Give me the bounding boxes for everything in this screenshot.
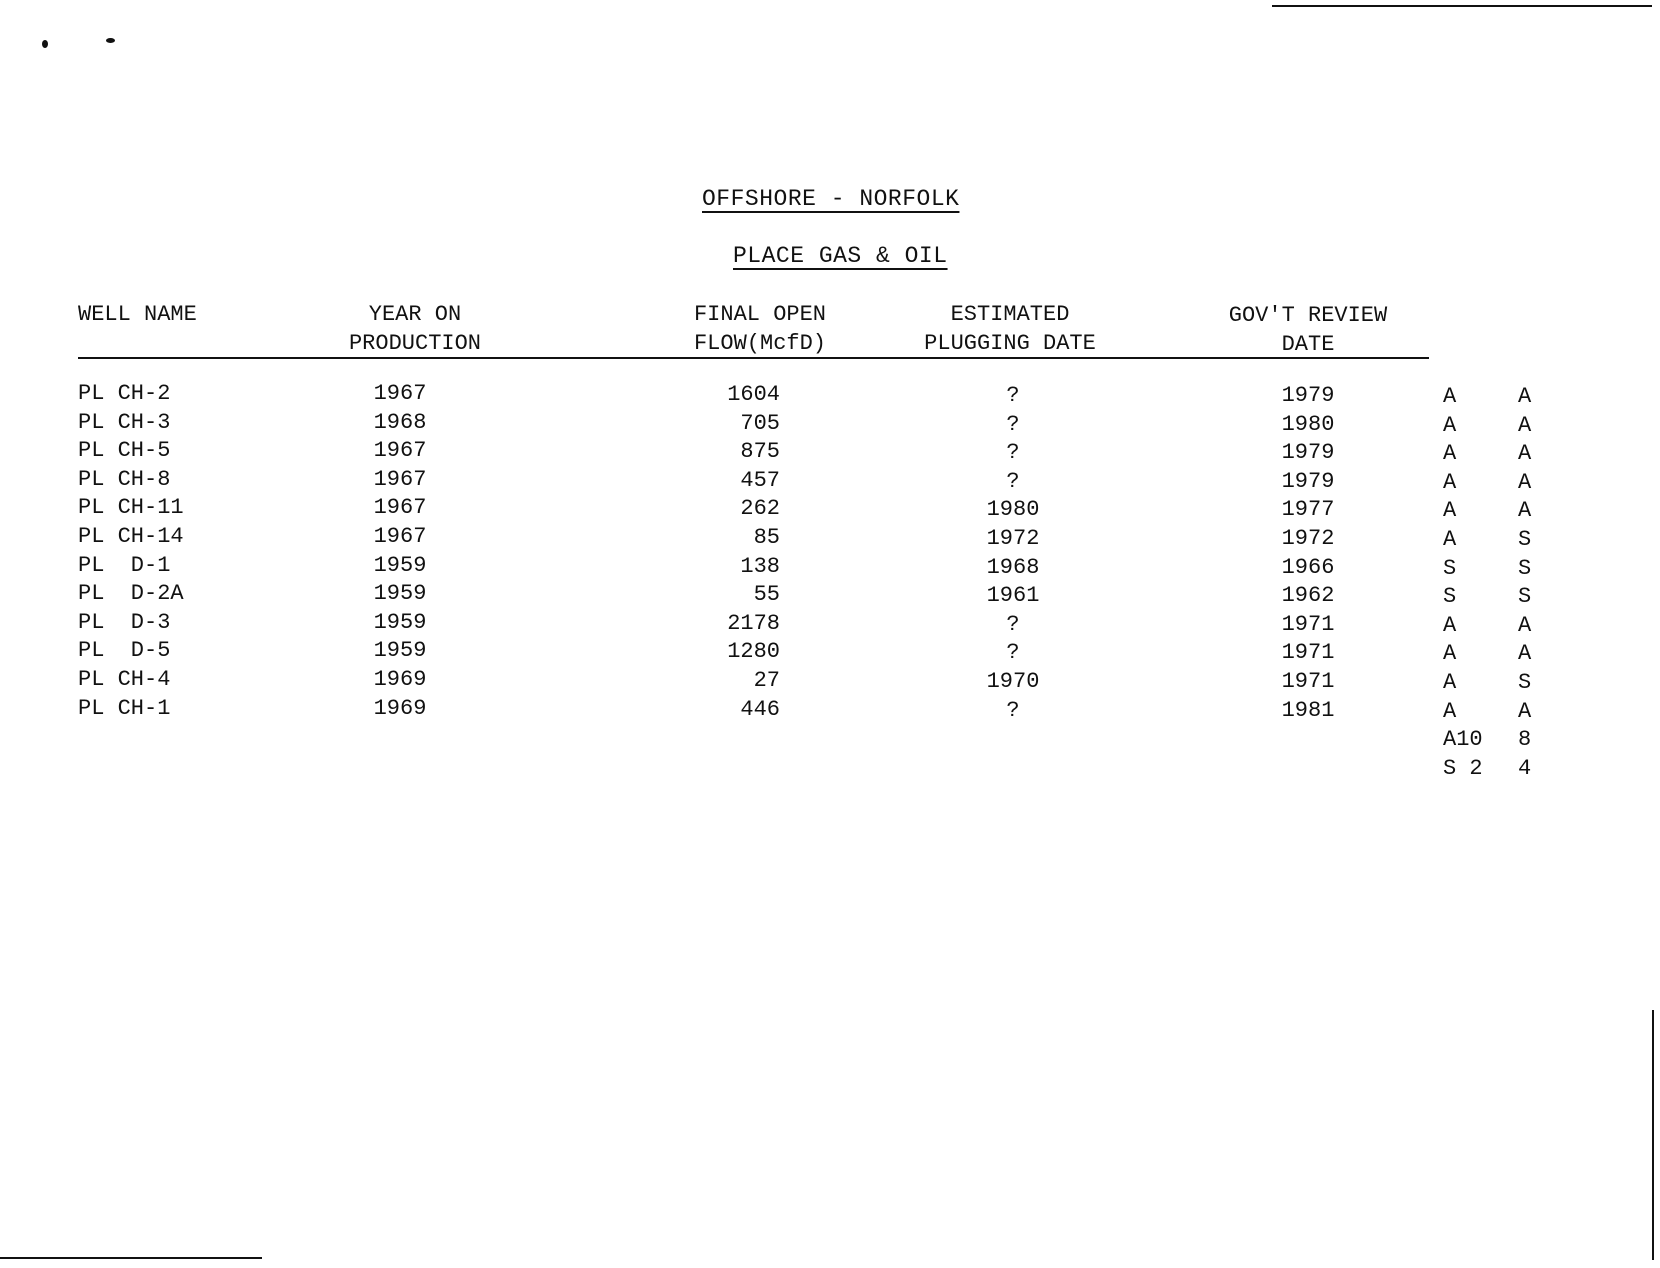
status-code-1: A (1443, 412, 1457, 438)
year-cell: 1959 (373, 638, 427, 664)
flow-cell: 2178 (727, 610, 780, 636)
flow-cell: 457 (740, 467, 780, 493)
well-name-cell: PL CH-8 (78, 466, 171, 492)
flow-cell: 1604 (727, 382, 780, 407)
review-date-cell: 1971 (1281, 640, 1335, 666)
status-code-1: A (1443, 498, 1457, 524)
flow-cell: 705 (740, 410, 780, 436)
scan-rule-top (1272, 5, 1652, 7)
plugging-date-cell: ? (1006, 468, 1020, 494)
review-date-cell: 1979 (1281, 440, 1335, 466)
status-code-1: A (1443, 612, 1457, 638)
status-code-1: A (1443, 641, 1457, 667)
status-code-1: A (1443, 698, 1457, 724)
plugging-date-cell: 1980 (986, 497, 1040, 523)
total-code-2: 4 (1518, 755, 1532, 781)
review-date-cell: 1972 (1281, 526, 1335, 551)
status-code-1: A (1443, 384, 1457, 409)
header-line: PRODUCTION (348, 331, 482, 356)
header-govt-review-date (1208, 301, 1408, 359)
header-year-on-production (330, 300, 500, 358)
well-name-cell: PL CH-14 (78, 524, 184, 549)
flow-cell: 27 (753, 668, 780, 693)
header-line: GOV'T REVIEW (1228, 303, 1388, 328)
status-code-1: S (1443, 555, 1457, 581)
well-name-cell: PL D-1 (78, 552, 171, 578)
status-code-1: S (1443, 584, 1457, 610)
header-rule (78, 357, 1429, 359)
review-date-cell: 1979 (1281, 383, 1335, 408)
year-cell: 1967 (373, 466, 427, 492)
status-code-1: A (1443, 469, 1457, 495)
flow-cell: 1280 (727, 639, 780, 665)
year-cell: 1967 (373, 438, 427, 464)
total-code-1: A10 (1443, 727, 1483, 753)
status-code-1: A (1443, 527, 1457, 552)
status-code-2: A (1518, 612, 1532, 638)
header-estimated-plugging-date (905, 300, 1115, 358)
flow-cell: 446 (740, 696, 780, 722)
plugging-date-cell: 1970 (986, 669, 1040, 694)
page-title: OFFSHORE - NORFOLK (702, 186, 960, 212)
year-cell: 1959 (373, 552, 427, 578)
flow-cell: 138 (740, 553, 780, 579)
header-final-open-flow (680, 300, 840, 358)
total-code-1: S 2 (1443, 755, 1483, 781)
plugging-date-cell: 1961 (986, 583, 1040, 609)
well-name-cell: PL D-2A (78, 581, 184, 607)
status-code-2: S (1518, 527, 1532, 552)
year-cell: 1967 (373, 495, 427, 521)
header-line: PLUGGING DATE (924, 331, 1096, 356)
scan-rule-right (1652, 1010, 1654, 1260)
header-line: YEAR ON (368, 302, 462, 327)
review-date-cell: 1980 (1281, 411, 1335, 437)
well-name-cell: PL D-3 (78, 609, 171, 635)
year-cell: 1968 (373, 409, 427, 435)
review-date-cell: 1962 (1281, 583, 1335, 609)
header-well-name: WELL NAME (78, 302, 197, 327)
status-code-1: A (1443, 441, 1457, 467)
review-date-cell: 1977 (1281, 497, 1335, 523)
scan-dot (42, 40, 48, 48)
well-name-cell: PL CH-3 (78, 409, 171, 435)
header-line: ESTIMATED (950, 302, 1070, 327)
year-cell: 1967 (373, 524, 427, 549)
flow-cell: 875 (740, 439, 780, 465)
year-cell: 1969 (373, 667, 427, 692)
review-date-cell: 1981 (1281, 697, 1335, 723)
status-code-2: A (1518, 469, 1532, 495)
well-name-cell: PL CH-2 (78, 381, 171, 406)
status-code-2: S (1518, 670, 1532, 695)
flow-cell: 85 (753, 525, 780, 550)
scan-rule-bottom (0, 1257, 262, 1259)
status-code-2: S (1518, 555, 1532, 581)
year-cell: 1967 (373, 381, 427, 406)
plugging-date-cell: ? (1006, 383, 1020, 408)
status-code-2: A (1518, 384, 1532, 409)
flow-cell: 55 (753, 582, 780, 608)
plugging-date-cell: 1968 (986, 554, 1040, 580)
header-line: FINAL OPEN (693, 302, 827, 327)
well-name-cell: PL CH-11 (78, 495, 184, 521)
review-date-cell: 1966 (1281, 554, 1335, 580)
plugging-date-cell: 1972 (986, 526, 1040, 551)
status-code-2: A (1518, 641, 1532, 667)
review-date-cell: 1971 (1281, 611, 1335, 637)
well-name-cell: PL CH-1 (78, 695, 171, 721)
year-cell: 1959 (373, 609, 427, 635)
well-name-cell: PL CH-5 (78, 438, 171, 464)
status-code-2: A (1518, 498, 1532, 524)
plugging-date-cell: ? (1006, 640, 1020, 666)
review-date-cell: 1979 (1281, 468, 1335, 494)
plugging-date-cell: ? (1006, 440, 1020, 466)
header-line: DATE (1281, 332, 1335, 357)
status-code-2: A (1518, 412, 1532, 438)
status-code-1: A (1443, 670, 1457, 695)
well-name-cell: PL D-5 (78, 638, 171, 664)
status-code-2: A (1518, 698, 1532, 724)
flow-cell: 262 (740, 496, 780, 522)
plugging-date-cell: ? (1006, 411, 1020, 437)
plugging-date-cell: ? (1006, 611, 1020, 637)
plugging-date-cell: ? (1006, 697, 1020, 723)
review-date-cell: 1971 (1281, 669, 1335, 694)
year-cell: 1969 (373, 695, 427, 721)
scan-dot (106, 38, 115, 43)
status-code-2: S (1518, 584, 1532, 610)
page-subtitle: PLACE GAS & OIL (733, 243, 948, 269)
year-cell: 1959 (373, 581, 427, 607)
status-code-2: A (1518, 441, 1532, 467)
well-name-cell: PL CH-4 (78, 667, 171, 692)
total-code-2: 8 (1518, 727, 1532, 753)
header-line: FLOW(McfD) (693, 331, 827, 356)
